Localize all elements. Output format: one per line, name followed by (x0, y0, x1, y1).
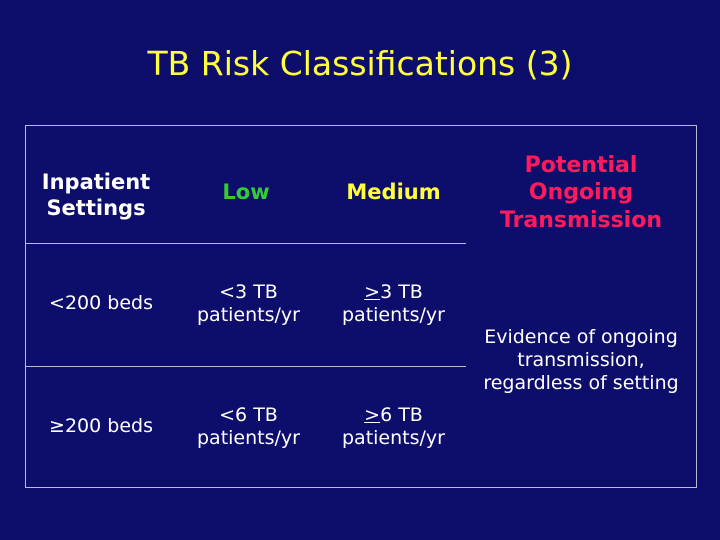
row1-setting: <200 beds (49, 292, 153, 315)
row1-low (176, 244, 321, 364)
header-potential-ongoing-transmission (471, 138, 691, 248)
potential-value-line2: transmission, (517, 349, 645, 372)
row2-medium-symbol: > (364, 403, 381, 426)
row2-medium (321, 367, 466, 487)
row1-medium-line2: patients/yr (342, 304, 445, 326)
row2-setting: ≥200 beds (49, 415, 153, 438)
potential-transmission-value (466, 306, 696, 456)
potential-value-line3: regardless of setting (483, 372, 679, 395)
header-potential-line1: Potential (524, 152, 638, 178)
slide-title: TB Risk Classifications (3) (147, 44, 573, 83)
row1-medium (321, 244, 466, 364)
header-potential-line3: Transmission (499, 207, 662, 233)
row2-medium-line2: patients/yr (342, 427, 445, 449)
header-potential-line2: Ongoing (528, 180, 634, 206)
header-inpatient-settings (26, 150, 166, 242)
row2-low-line1: <6 TB (219, 403, 278, 426)
potential-value-line1: Evidence of ongoing (484, 326, 678, 348)
row1-low-line2: patients/yr (197, 304, 300, 326)
row2-low-line2: patients/yr (197, 427, 300, 449)
row1-low-line1: <3 TB (219, 280, 278, 303)
header-low: Low (222, 180, 270, 205)
row2-medium-value: 6 TB (380, 403, 423, 426)
row1-medium-value: 3 TB (380, 280, 423, 303)
row1-medium-line1 (364, 281, 423, 304)
row2-medium-line1 (364, 404, 423, 427)
header-inpatient-line1: Inpatient (41, 170, 151, 195)
row1-medium-symbol: > (364, 280, 381, 303)
risk-table (25, 125, 697, 488)
header-medium: Medium (346, 180, 441, 205)
header-inpatient-line2: Settings (46, 196, 146, 220)
row2-low (176, 367, 321, 487)
